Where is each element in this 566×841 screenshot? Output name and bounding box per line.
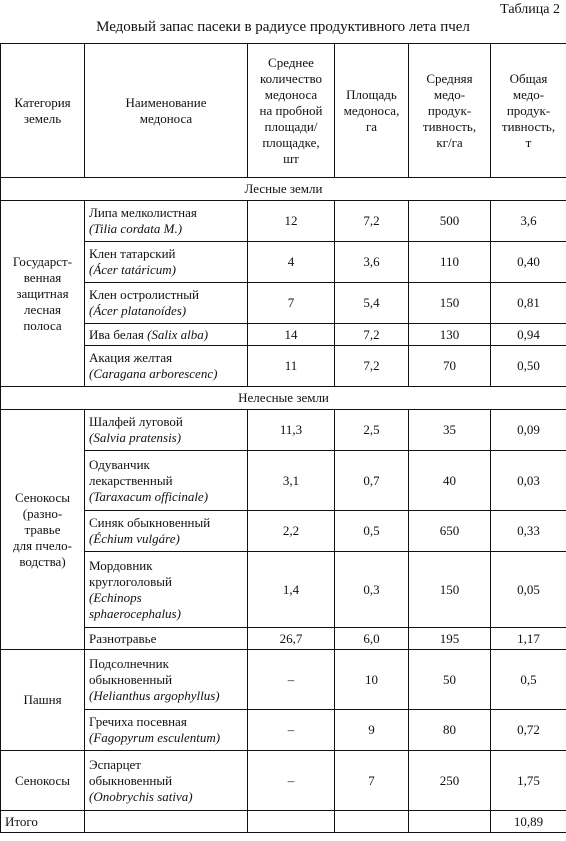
- table-row: [1, 242, 566, 283]
- avg-productivity-cell: 650: [409, 511, 491, 552]
- area-cell: 0,3: [335, 552, 409, 628]
- total-productivity-cell: 0,33: [491, 511, 566, 552]
- table-row: [1, 710, 566, 751]
- header-name: Наименование медоноса: [85, 44, 248, 178]
- total-productivity-cell: 1,17: [491, 628, 566, 650]
- honey-reserve-table: [0, 43, 566, 833]
- total-productivity-cell: 0,40: [491, 242, 566, 283]
- count-cell: 3,1: [248, 451, 335, 511]
- total-productivity-cell: 0,72: [491, 710, 566, 751]
- avg-productivity-cell: 195: [409, 628, 491, 650]
- category-cell: Государст- венная защитная лесная полоса: [1, 201, 85, 387]
- avg-productivity-cell: 110: [409, 242, 491, 283]
- section-row: [1, 178, 566, 201]
- count-cell: –: [248, 710, 335, 751]
- area-cell: 2,5: [335, 410, 409, 451]
- table-title: Медовый запас пасеки в радиусе продуктивного лета пчел: [96, 19, 470, 35]
- header-row: [1, 44, 566, 178]
- total-productivity-cell: 3,6: [491, 201, 566, 242]
- table-row: [1, 346, 566, 387]
- empty-cell: [409, 811, 491, 833]
- total-productivity-cell: 0,81: [491, 283, 566, 324]
- area-cell: 7,2: [335, 201, 409, 242]
- total-productivity-cell: 0,05: [491, 552, 566, 628]
- total-value: 10,89: [491, 811, 566, 833]
- section-forest: Лесные земли: [1, 178, 566, 201]
- table-row: [1, 410, 566, 451]
- table-row: [1, 751, 566, 811]
- plant-name-cell: Одуванчик лекарственный (Taraxacum officinale): [85, 451, 248, 511]
- header-avg-count: Среднее количество медоноса на пробной площади/ площадке, шт: [248, 44, 335, 178]
- table-row: [1, 552, 566, 628]
- area-cell: 0,5: [335, 511, 409, 552]
- area-cell: 0,7: [335, 451, 409, 511]
- area-cell: 7: [335, 751, 409, 811]
- total-productivity-cell: 0,03: [491, 451, 566, 511]
- count-cell: 2,2: [248, 511, 335, 552]
- count-cell: –: [248, 650, 335, 710]
- plant-name-cell: Разнотравье: [85, 628, 248, 650]
- section-nonforest: Нелесные земли: [1, 387, 566, 410]
- count-cell: 11,3: [248, 410, 335, 451]
- count-cell: 1,4: [248, 552, 335, 628]
- total-row: [1, 811, 566, 833]
- plant-name-cell: Акация желтая (Caragana arborescenc): [85, 346, 248, 387]
- empty-cell: [335, 811, 409, 833]
- avg-productivity-cell: 80: [409, 710, 491, 751]
- table-row: [1, 201, 566, 242]
- category-cell: Сенокосы (разно- травье для пчело- водства): [1, 410, 85, 650]
- plant-name-cell: Синяк обыкновенный (Échium vulgáre): [85, 511, 248, 552]
- avg-productivity-cell: 150: [409, 283, 491, 324]
- area-cell: 7,2: [335, 346, 409, 387]
- plant-name-cell: Эспарцет обыкновенный (Onobrychis sativa): [85, 751, 248, 811]
- table-row: [1, 650, 566, 710]
- count-cell: 4: [248, 242, 335, 283]
- header-category: Категория земель: [1, 44, 85, 178]
- plant-name-cell: Шалфей луговой (Salvia pratensis): [85, 410, 248, 451]
- avg-productivity-cell: 500: [409, 201, 491, 242]
- empty-cell: [85, 811, 248, 833]
- avg-productivity-cell: 40: [409, 451, 491, 511]
- header-area: Площадь медоноса, га: [335, 44, 409, 178]
- table-row: [1, 511, 566, 552]
- plant-name-cell: Клен остролистный (Ácer platanoídes): [85, 283, 248, 324]
- total-productivity-cell: 1,75: [491, 751, 566, 811]
- area-cell: 10: [335, 650, 409, 710]
- area-cell: 6,0: [335, 628, 409, 650]
- plant-name-cell: Гречиха посевная (Fagopyrum esculentum): [85, 710, 248, 751]
- table-row: [1, 283, 566, 324]
- plant-name-cell: Ива белая (Salix alba): [85, 324, 248, 346]
- total-productivity-cell: 0,09: [491, 410, 566, 451]
- avg-productivity-cell: 35: [409, 410, 491, 451]
- table-number: Таблица 2: [500, 2, 560, 17]
- area-cell: 9: [335, 710, 409, 751]
- empty-cell: [248, 811, 335, 833]
- header-total-productivity: Общая медо- продук- тивность, т: [491, 44, 566, 178]
- count-cell: 12: [248, 201, 335, 242]
- avg-productivity-cell: 50: [409, 650, 491, 710]
- category-cell: Пашня: [1, 650, 85, 751]
- plant-name-cell: Подсолнечник обыкновенный (Helianthus argophyllus): [85, 650, 248, 710]
- plant-name-cell: Липа мелколистная (Tilia cordata M.): [85, 201, 248, 242]
- section-row: [1, 387, 566, 410]
- table-row: [1, 324, 566, 346]
- total-productivity-cell: 0,94: [491, 324, 566, 346]
- count-cell: –: [248, 751, 335, 811]
- avg-productivity-cell: 150: [409, 552, 491, 628]
- count-cell: 7: [248, 283, 335, 324]
- plant-name-cell: Мордовник круглоголовый (Echinops sphaerocephalus): [85, 552, 248, 628]
- table-row: [1, 451, 566, 511]
- header-avg-productivity: Средняя медо- продук- тивность, кг/га: [409, 44, 491, 178]
- table-row: [1, 628, 566, 650]
- avg-productivity-cell: 130: [409, 324, 491, 346]
- area-cell: 3,6: [335, 242, 409, 283]
- avg-productivity-cell: 250: [409, 751, 491, 811]
- category-cell: Сенокосы: [1, 751, 85, 811]
- count-cell: 14: [248, 324, 335, 346]
- avg-productivity-cell: 70: [409, 346, 491, 387]
- total-label: Итого: [1, 811, 85, 833]
- total-productivity-cell: 0,50: [491, 346, 566, 387]
- count-cell: 26,7: [248, 628, 335, 650]
- plant-name-cell: Клен татарский (Ácer tatáricum): [85, 242, 248, 283]
- total-productivity-cell: 0,5: [491, 650, 566, 710]
- count-cell: 11: [248, 346, 335, 387]
- area-cell: 7,2: [335, 324, 409, 346]
- area-cell: 5,4: [335, 283, 409, 324]
